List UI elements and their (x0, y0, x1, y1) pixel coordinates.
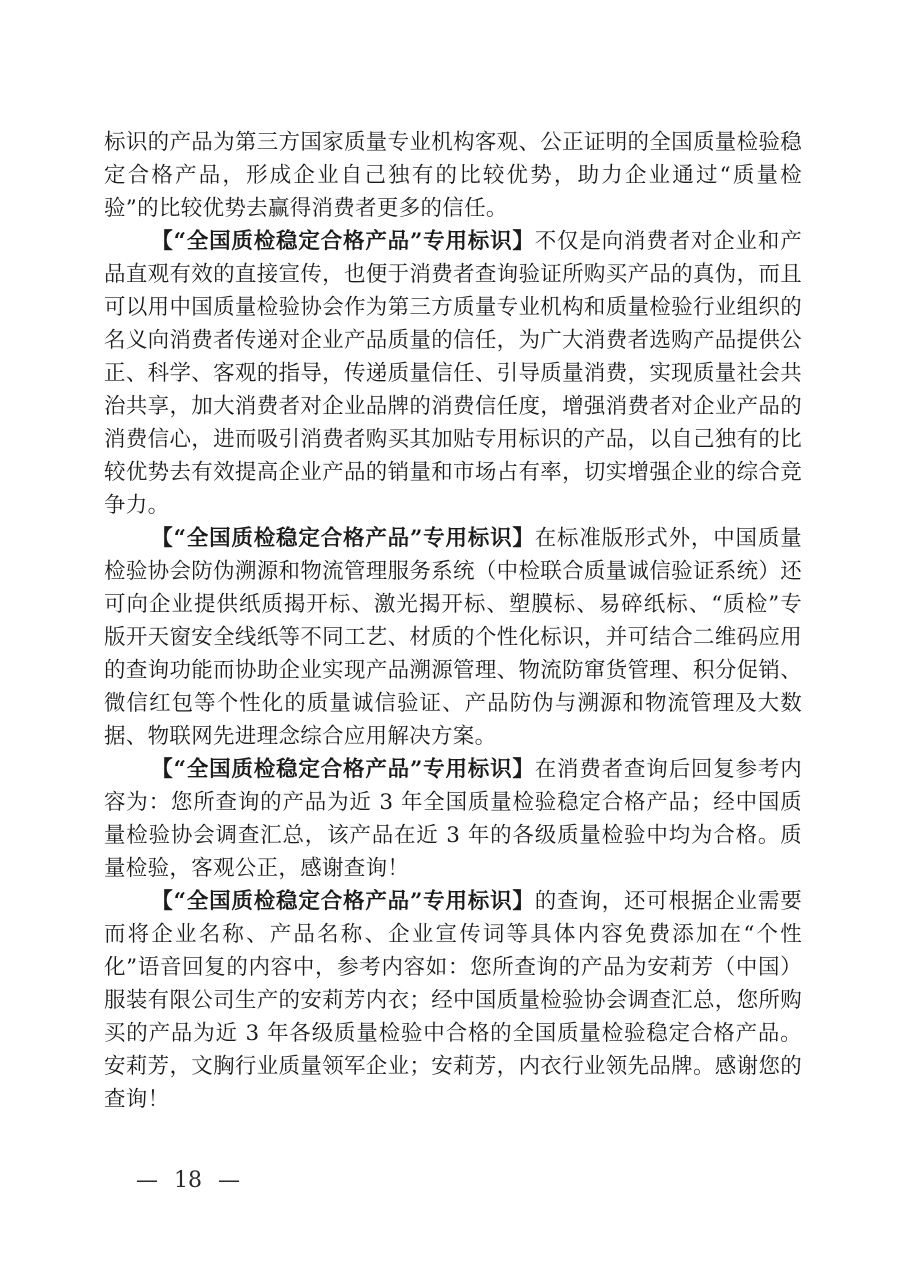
page-number: — 18 — (136, 1168, 240, 1193)
paragraph (104, 885, 802, 1116)
document-body (104, 126, 802, 1116)
paragraph-text: 的查询，还可根据企业需要而将企业名称、产品名称、企业宣传词等具体内容免费添加在“个性化”语音回复的内容中，参考内容如：您所查询的产品为安莉芳（中国）服装有限公司生产的安莉芳内衣；经中国质量检验协会调查汇总，您所购买的产品为近 3 年各级质量检验中合格的全国质量检验稳定合格产品。安莉芳，文胸行业质量领军企业；安莉芳，内衣行业领先品牌。感谢您的查询！ (104, 889, 802, 1112)
paragraph (104, 522, 802, 753)
paragraph-text: 不仅是向消费者对企业和产品直观有效的直接宣传，也便于消费者查询验证所购买产品的真伪，而且可以用中国质量检验协会作为第三方质量专业机构和质量检验行业组织的名义向消费者传递对企业产品质量的信任，为广大消费者选购产品提供公正、科学、客观的指导，传递质量信任、引导质量消费，实现质量社会共治共享，加大消费者对企业品牌的消费信任度，增强消费者对企业产品的消费信心，进而吸引消费者购买其加贴专用标识的产品，以自己独有的比较优势去有效提高企业产品的销量和市场占有率，切实增强企业的综合竞争力。 (104, 229, 802, 518)
paragraph (104, 225, 802, 522)
paragraph-text: 标识的产品为第三方国家质量专业机构客观、公正证明的全国质量检验稳定合格产品，形成企业自己独有的比较优势，助力企业通过“质量检验”的比较优势去赢得消费者更多的信任。 (104, 130, 802, 221)
paragraph-heading: 【“全国质检稳定合格产品”专用标识】 (151, 757, 535, 782)
paragraph-text: 在消费者查询后回复参考内容为：您所查询的产品为近 3 年全国质量检验稳定合格产品；经中国质量检验协会调查汇总，该产品在近 3 年的各级质量检验中均为合格。质量检验，客观公正，感谢查询！ (104, 757, 802, 881)
paragraph-heading: 【“全国质检稳定合格产品”专用标识】 (151, 889, 535, 914)
paragraph-heading: 【“全国质检稳定合格产品”专用标识】 (151, 229, 535, 254)
paragraph (104, 126, 802, 225)
paragraph-text: 在标准版形式外，中国质量检验协会防伪溯源和物流管理服务系统（中检联合质量诚信验证系统）还可向企业提供纸质揭开标、激光揭开标、塑膜标、易碎纸标、“质检”专版开天窗安全线纸等不同工艺、材质的个性化标识，并可结合二维码应用的查询功能而协助企业实现产品溯源管理、物流防窜货管理、积分促销、微信红包等个性化的质量诚信验证、产品防伪与溯源和物流管理及大数据、物联网先进理念综合应用解决方案。 (104, 526, 802, 749)
paragraph (104, 753, 802, 885)
paragraph-heading: 【“全国质检稳定合格产品”专用标识】 (151, 526, 535, 551)
